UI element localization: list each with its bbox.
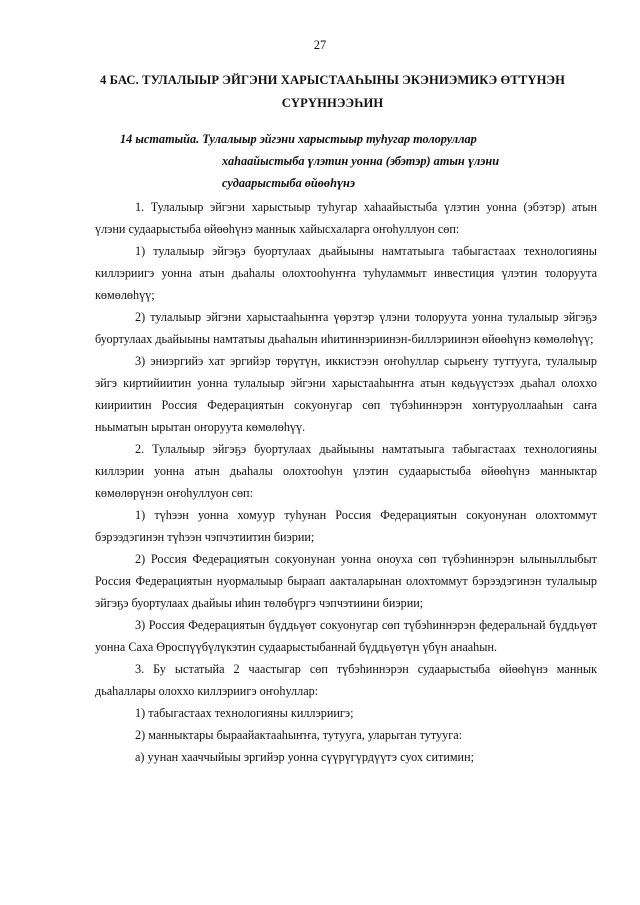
- paragraph-3: 3. Бу ыстатыйа 2 чаастыгар сөп түбэһиннэрэн судаарыстыба өйөөһүнэ маннык дьаһаллары олоххо киллэриигэ оҥоһуллар:: [95, 662, 597, 698]
- article-heading-line-2: хаһаайыстыба үлэтин уонна (эбэтэр) атын үлэни: [222, 154, 500, 168]
- article-heading: [120, 128, 590, 194]
- article-heading-line-1: 14 ыстатыйа. Тулалыыр эйгэни харыстыыр туһугар толоруллар: [120, 132, 477, 146]
- paragraph-3-item-1: 1) табыгастаах технологияны киллэриигэ;: [135, 706, 354, 720]
- paragraph-2-item-2: 2) Россия Федерациятын сокуонунан уонна оноуха сөп түбэһиннэрэн ылыныллыбыт Россия Федерациятын нуормалыыр быраап аакталарынан олохтоммут бэрээдэгинэн тулалыыр эйгэҕэ буортулаах дьайыы иһин төлөбүргэ чэпчэтиини биэрии;: [95, 552, 597, 610]
- article-heading-line-3: судаарыстыба өйөөһүнэ: [222, 176, 355, 190]
- chapter-title: [60, 69, 605, 115]
- paragraph-1: 1. Тулалыыр эйгэни харыстыыр туһугар хаһаайыстыба үлэтин уонна (эбэтэр) атын үлэни судаарыстыба өйөөһүнэ маннык хайысхаларга оҥоһуллуон сөп:: [95, 200, 597, 236]
- paragraph-1-item-2: 2) тулалыыр эйгэни харыстааһыҥҥа үөрэтэр үлэни толоруута уонна тулалыыр эйгэҕэ буортулаах дьайыыны намтатыы дьаһалын иһитиннэриинэн-биллэриинэн өйөөһүнэ көмөлөһүү;: [95, 310, 597, 346]
- article-body: [95, 196, 597, 768]
- paragraph-1-item-3: 3) эниэргийэ хат эргийэр төрүтүн, иккистээн оҥоһуллар сырьеҥу туттууга, тулалыыр эйгэ киртийиитин уонна тулалыыр эйгэни харыстааһыҥҥа атын көдьүүстээх дьаһал олоххо киириитин Россия Федерациятын сокуонугар сөп түбэһиннэрэн хонтуруоллааһын саҥа ньыматын ырытан оҥоруута көмөлөһүү.: [95, 354, 597, 434]
- paragraph-1-item-1: 1) тулалыыр эйгэҕэ буортулаах дьайыыны намтатыыга табыгастаах технологияны киллэриигэ уонна атын дьаһалы олохтооһуҥҥа туһуламмыт инвестиция үлэтин толоруута көмөлөһүү;: [95, 244, 597, 302]
- paragraph-3-item-2a: а) уунан хааччыйыы эргийэр уонна сүүрүгүрдүүтэ суох ситимин;: [135, 750, 474, 764]
- page-number: 27: [313, 38, 327, 52]
- paragraph-3-item-2: 2) манныктары быраайактааһыҥҥа, тутууга, уларытан тутууга:: [135, 728, 463, 742]
- paragraph-2-item-3: 3) Россия Федерациятын бүддьүөт сокуонугар сөп түбэһиннэрэн федеральнай бүддьүөт уонна Саха Өроспүүбүлүкэтин судаарыстыбаннай бүддьүөтүн үбүн анааһын.: [95, 618, 597, 654]
- chapter-title-line-2: СҮРҮННЭЭҺИН: [281, 96, 384, 110]
- paragraph-2-item-1: 1) түһээн уонна хомуур туһунан Россия Федерациятын сокуонунан олохтоммут бэрээдэгинэн түһээн чэпчэтиитин биэрии;: [95, 508, 597, 544]
- paragraph-2: 2. Тулалыыр эйгэҕэ буортулаах дьайыыны намтатыыга табыгастаах технологияны киллэрии уонна атын дьаһалы олохтооһун үлэтин судаарыстыба өйөөһүнэ манныктар көмөлөрүнэн оҥоһуллуон сөп:: [95, 442, 597, 500]
- chapter-title-line-1: 4 БАС. ТУЛАЛЫЫР ЭЙГЭНИ ХАРЫСТААҺЫНЫ ЭКЭНИЭМИКЭ ӨТТҮНЭН: [99, 73, 566, 87]
